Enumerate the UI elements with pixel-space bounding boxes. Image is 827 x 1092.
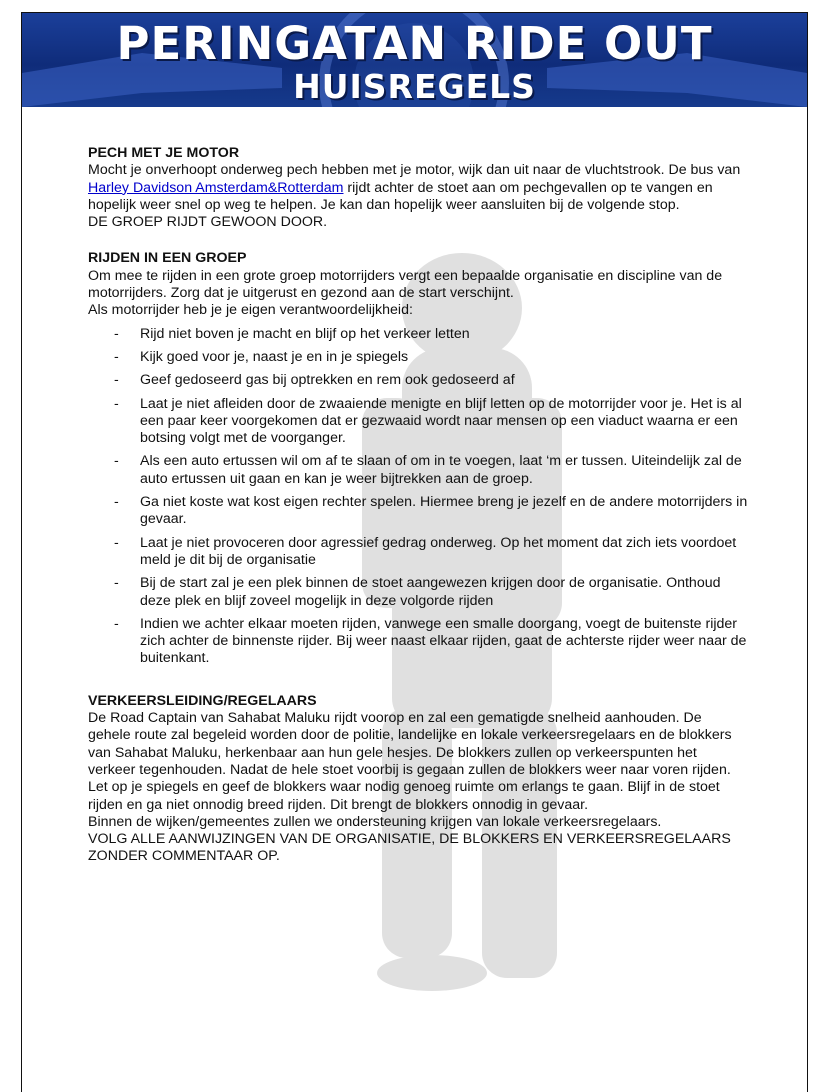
list-bullet: - [114, 453, 119, 470]
paragraph-pech-closing: DE GROEP RIJDT GEWOON DOOR. [88, 214, 328, 231]
paragraph-groep-intro2: Als motorrijder heb je je eigen verantwoordelijkheid: [88, 302, 413, 319]
list-bullet: - [114, 372, 119, 389]
list-item [88, 453, 748, 488]
list-item [88, 535, 748, 570]
list-bullet: - [114, 615, 119, 632]
list-item [88, 372, 748, 389]
list-item-text: Indien we achter elkaar moeten rijden, vanwege een smalle doorgang, voegt de buitenste rijder zich achter de binnenste rijder. Bij weer naast elkaar rijden, gaat de achterste rijder weer naar de buitenkant. [140, 615, 747, 667]
list-item [88, 575, 748, 610]
pech-text-after-link: rijdt achter de stoet aan om pechgevallen op te vangen en hopelijk weer snel op weg te helpen. Je kan dan hopelijk weer aansluiten bij de volgende stop. [88, 179, 713, 213]
document-body [88, 145, 748, 866]
banner-title: PERINGATAN RIDE OUT [116, 17, 713, 70]
list-bullet: - [114, 395, 119, 412]
section-heading-verkeer: VERKEERSLEIDING/REGELAARS [88, 692, 317, 709]
list-item [88, 326, 748, 343]
list-bullet: - [114, 575, 119, 592]
list-item [88, 616, 748, 668]
document-page [21, 12, 808, 1092]
list-item-text: Laat je niet afleiden door de zwaaiende menigte en blijf letten op de motorrijder voor je. Het is al een paar keer voorgekomen dat er gezwaaid wordt naar mensen op een viaduct waarna er een botsing volgt met de voorganger. [140, 395, 742, 447]
section-heading-groep: RIJDEN IN EEN GROEP [88, 250, 247, 267]
list-bullet: - [114, 534, 119, 551]
list-bullet: - [114, 348, 119, 365]
rules-list [88, 326, 748, 668]
paragraph-pech [88, 162, 748, 214]
list-item [88, 349, 748, 366]
list-item-text: Kijk goed voor je, naast je en in je spiegels [140, 348, 409, 365]
pech-text-before-link: Mocht je onverhoopt onderweg pech hebben met je motor, wijk dan uit naar de vluchtstrook. De bus van [88, 162, 741, 179]
header-banner [22, 13, 807, 107]
list-item-text: Ga niet koste wat kost eigen rechter spelen. Hiermee breng je jezelf en de andere motorrijders in gevaar. [140, 494, 748, 528]
list-item [88, 396, 748, 448]
list-bullet: - [114, 325, 119, 342]
paragraph-verkeer-1: De Road Captain van Sahabat Maluku rijdt voorop en zal een gematigde snelheid aanhouden. De gehele route zal begeleid worden door de politie, landelijke en lokale verkeersregelaars en de blokkers van Sahabat Maluku, herkenbaar aan hun gele hesjes. De blokkers zullen op verkeerspunten het verkeer tegenhouden. Nadat de hele stoet voorbij is gegaan zullen de blokkers weer naar voren rijden. Let op je spiegels en geef de blokkers waar nodig genoeg ruimte om erlangs te gaan. Blijf in de stoet rijden en ga niet onnodig breed rijden. Dit brengt de blokkers onnodig in gevaar. [88, 710, 732, 813]
list-item-text: Rijd niet boven je macht en blijf op het verkeer letten [140, 325, 470, 342]
list-item-text: Laat je niet provoceren door agressief gedrag onderweg. Op het moment dat zich iets voordoet meld je dit bij de organisatie [140, 534, 737, 568]
paragraph-verkeer-closing: VOLG ALLE AANWIJZINGEN VAN DE ORGANISATIE, DE BLOKKERS EN VERKEERSREGELAARS ZONDER COMMENTAAR OP. [88, 831, 731, 865]
list-item-text: Bij de start zal je een plek binnen de stoet aangewezen krijgen door de organisatie. Onthoud deze plek en blijf zoveel mogelijk in deze volgorde rijden [140, 575, 721, 609]
list-item-text: Geef gedoseerd gas bij optrekken en rem ook gedoseerd af [140, 372, 515, 389]
section-heading-pech: PECH MET JE MOTOR [88, 145, 240, 161]
list-bullet: - [114, 494, 119, 511]
list-item-text: Als een auto ertussen wil om af te slaan of om in te voegen, laat ‘m er tussen. Uiteindelijk zal de auto ertussen uit gaan en kan je weer bijtrekken aan de groep. [140, 453, 742, 487]
list-item [88, 494, 748, 529]
paragraph-groep-intro: Om mee te rijden in een grote groep motorrijders vergt een bepaalde organisatie en discipline van de motorrijders. Zorg dat je uitgerust en gezond aan de start verschijnt. [88, 267, 723, 302]
banner-subtitle: HUISREGELS [293, 67, 536, 106]
harley-davidson-link[interactable]: Harley Davidson Amsterdam&Rotterdam [88, 179, 344, 196]
paragraph-verkeer-2: Binnen de wijken/gemeentes zullen we ondersteuning krijgen van lokale verkeersregelaars. [88, 813, 662, 830]
